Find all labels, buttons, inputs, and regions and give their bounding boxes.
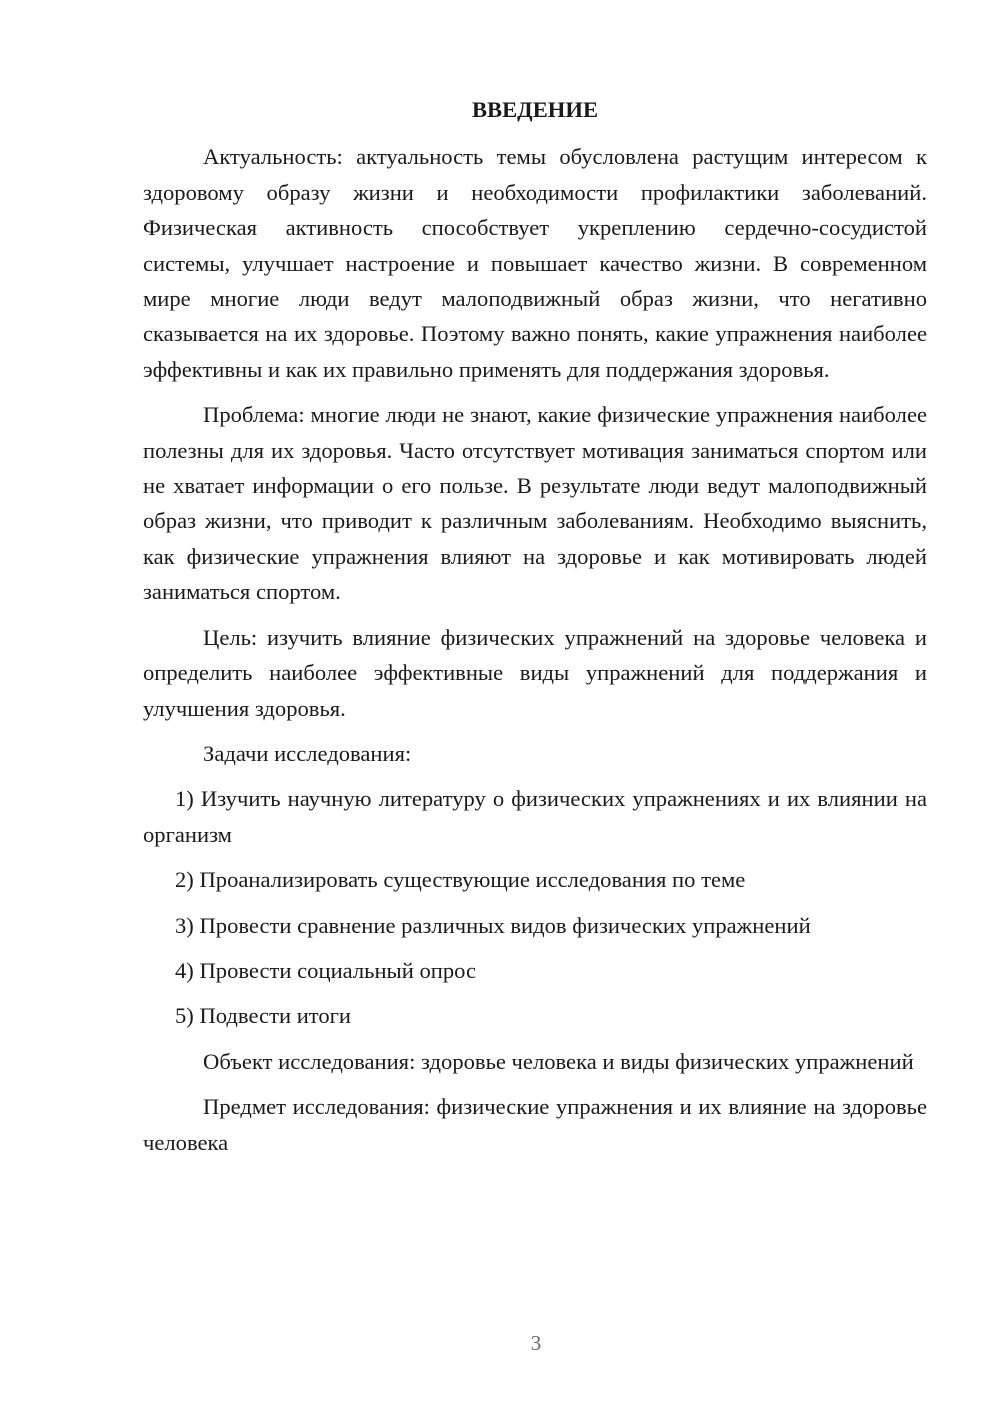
research-subject-paragraph: Предмет исследования: физические упражнения и их влияние на здоровье человека: [143, 1094, 927, 1155]
research-object-paragraph: Объект исследования: здоровье человека и виды физических упражнений: [203, 1048, 914, 1074]
task-item: 5) Подвести итоги: [175, 1003, 352, 1029]
tasks-heading: Задачи исследования:: [203, 740, 412, 766]
task-item: 4) Провести социальный опрос: [175, 957, 477, 983]
goal-paragraph: Цель: изучить влияние физических упражнений на здоровье человека и определить наиболее эффективные виды упражнений для поддержания и улучшения здоровья.: [143, 624, 927, 721]
task-item: 3) Провести сравнение различных видов физических упражнений: [175, 912, 811, 938]
relevance-paragraph: Актуальность: актуальность темы обусловлена растущим интересом к здоровому образу жизни и необходимости профилактики заболеваний. Физическая активность способствует укреплению сердечно-сосудистой системы, улучшает настроение и повышает качество жизни. В современном мире многие люди ведут малоподвижный образ жизни, что негативно сказывается на их здоровье. Поэтому важно понять, какие упражнения наиболее эффективны и как их правильно применять для поддержания здоровья.: [143, 144, 927, 382]
problem-paragraph: Проблема: многие люди не знают, какие физические упражнения наиболее полезны для их здоровья. Часто отсутствует мотивация заниматься спортом или не хватает информации о его пользе. В результате люди ведут малоподвижный образ жизни, что приводит к различным заболеваниям. Необходимо выяснить, как физические упражнения влияют на здоровье и как мотивировать людей заниматься спортом.: [143, 402, 927, 605]
task-item: 2) Проанализировать существующие исследования по теме: [175, 867, 746, 893]
page-title: ВВЕДЕНИЕ: [471, 97, 599, 122]
task-item: 1) Изучить научную литературу о физических упражнениях и их влиянии на организм: [143, 786, 927, 847]
page-number: 3: [530, 1331, 542, 1355]
page-content: [143, 92, 927, 1170]
